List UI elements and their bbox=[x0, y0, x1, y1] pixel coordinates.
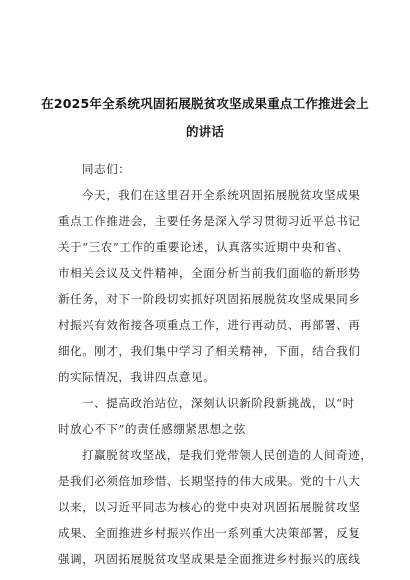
section-heading-line: 时放心不下”的责任感绷紧思想之弦 bbox=[58, 422, 246, 436]
paragraph-line: 今天，我们在这里召开全系统巩固拓展脱贫攻坚成果 bbox=[82, 188, 361, 202]
paragraph-line: 关于“三农”工作的重要论述，认真落实近期中央和省、 bbox=[58, 240, 350, 254]
paragraph-line: 打赢脱贫攻坚战，是我们党带领人民创造的人间奇迹， bbox=[82, 448, 373, 462]
paragraph-line: 成果、全面推进乡村振兴作出一系列重大决策部署，反复 bbox=[58, 526, 361, 540]
paragraph-line: 市相关会议及文件精神，全面分析当前我们面临的新形势 bbox=[58, 266, 361, 280]
section-heading-line: 一、提高政治站位，深刻认识新阶段新挑战，以“时 bbox=[82, 396, 355, 410]
document-title-line-1: 在2025年全系统巩固拓展脱贫攻坚成果重点工作推进会上 bbox=[41, 96, 369, 111]
paragraph-line: 重点工作推进会，主要任务是深入学习贯彻习近平总书记 bbox=[58, 214, 361, 228]
paragraph-line: 的实际情况，我讲四点意见。 bbox=[58, 370, 216, 384]
paragraph-line: 细化。刚才，我们集中学习了相关精神，下面，结合我们 bbox=[58, 344, 361, 358]
paragraph-line: 是我们必须倍加珍惜、长期坚持的伟大成果。党的十八大 bbox=[58, 474, 361, 488]
paragraph-line: 村振兴有效衔接各项重点工作，进行再动员、再部署、再 bbox=[58, 318, 361, 332]
document-title-line-2: 的讲话 bbox=[185, 124, 225, 139]
paragraph-line: 强调，巩固拓展脱贫攻坚成果是全面推进乡村振兴的底线 bbox=[58, 552, 361, 566]
paragraph-line: 以来，以习近平同志为核心的党中央对巩固拓展脱贫攻坚 bbox=[58, 500, 361, 514]
paragraph-line: 新任务，对下一阶段切实抓好巩固拓展脱贫攻坚成果同乡 bbox=[58, 292, 361, 306]
salutation-line: 同志们： bbox=[82, 162, 131, 176]
